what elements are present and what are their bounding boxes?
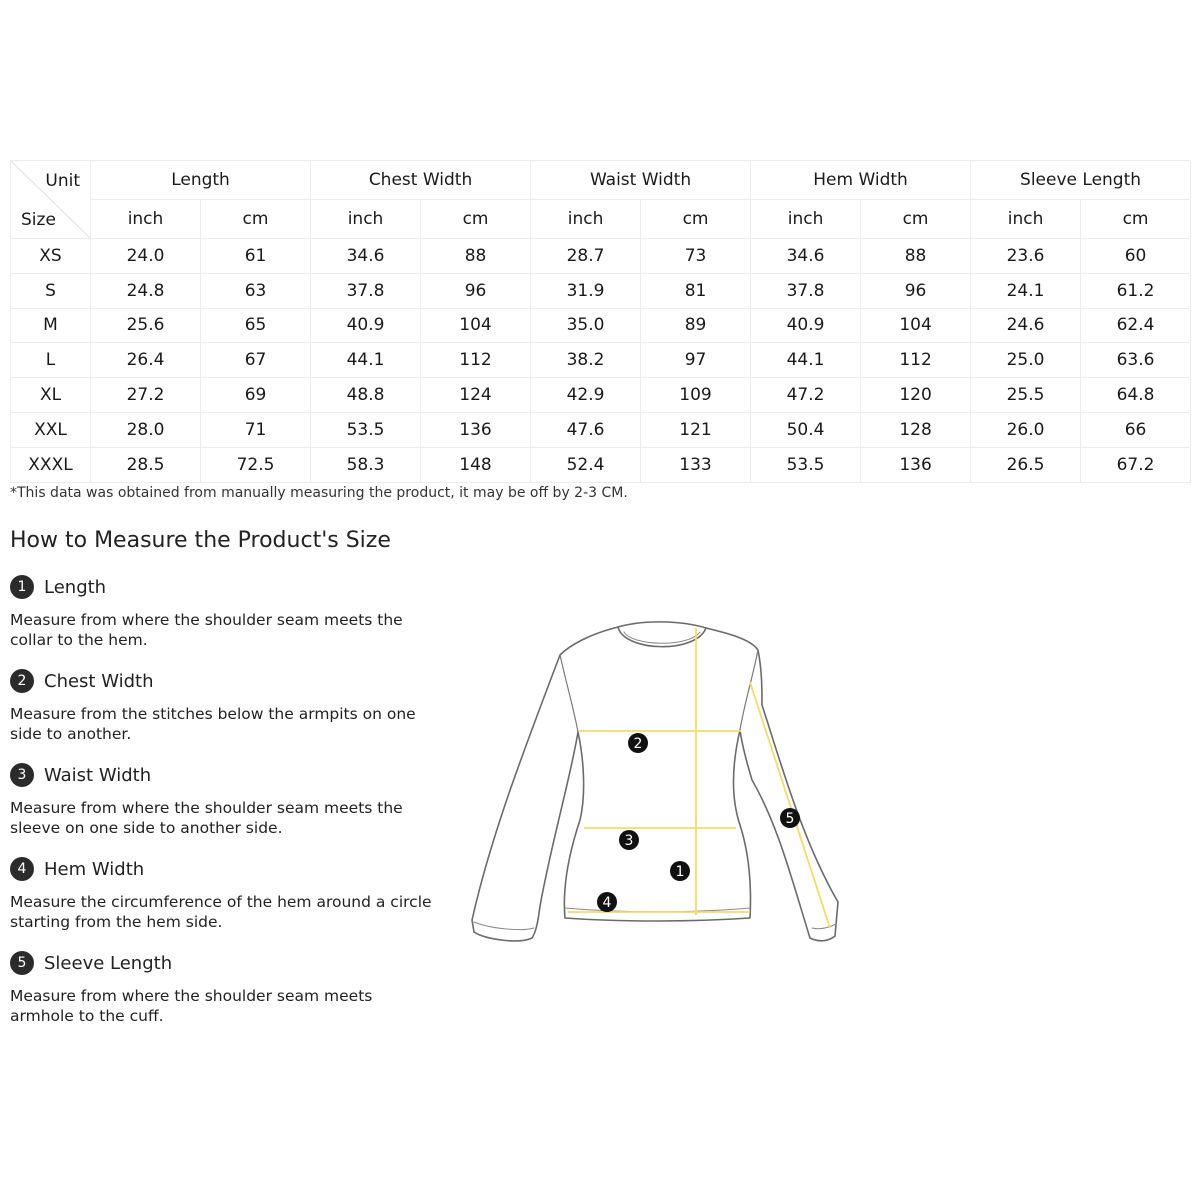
measurement-cell: 25.6 bbox=[91, 308, 201, 343]
measurement-cell: 37.8 bbox=[751, 273, 861, 308]
measurement-cell: 47.2 bbox=[751, 378, 861, 413]
group-header-chest-width: Chest Width bbox=[311, 161, 531, 200]
measurement-cell: 67 bbox=[201, 343, 311, 378]
measurement-cell: 24.0 bbox=[91, 239, 201, 274]
step-number-2-icon: 2 bbox=[10, 669, 34, 693]
step-waist-width bbox=[10, 762, 440, 856]
measurement-cell: 28.0 bbox=[91, 412, 201, 447]
measurement-cell: 124 bbox=[421, 378, 531, 413]
measurement-cell: 136 bbox=[861, 447, 971, 482]
step-number-3-icon: 3 bbox=[10, 763, 34, 787]
right-armhole-seam-icon bbox=[740, 650, 758, 730]
measurement-cell: 88 bbox=[861, 239, 971, 274]
step-number-1-icon: 1 bbox=[10, 575, 34, 599]
measurement-cell: 34.6 bbox=[751, 239, 861, 274]
unit-header-cm: cm bbox=[421, 200, 531, 239]
measurement-cell: 42.9 bbox=[531, 378, 641, 413]
measurement-cell: 112 bbox=[861, 343, 971, 378]
step-length bbox=[10, 574, 440, 668]
unit-header-inch: inch bbox=[91, 200, 201, 239]
size-cell: XL bbox=[11, 378, 91, 413]
measurement-cell: 67.2 bbox=[1081, 447, 1191, 482]
measure-section-title: How to Measure the Product's Size bbox=[10, 528, 391, 553]
sweater-diagram bbox=[460, 610, 860, 950]
measurement-cell: 44.1 bbox=[751, 343, 861, 378]
measurement-cell: 52.4 bbox=[531, 447, 641, 482]
step-description: Measure from where the shoulder seam meets the collar to the hem. bbox=[10, 611, 403, 649]
measurement-cell: 47.6 bbox=[531, 412, 641, 447]
size-cell: XXXL bbox=[11, 447, 91, 482]
step-title: Chest Width bbox=[44, 670, 154, 692]
unit-label: Unit bbox=[45, 171, 80, 191]
measurement-cell: 26.0 bbox=[971, 412, 1081, 447]
measurement-cell: 25.0 bbox=[971, 343, 1081, 378]
unit-header-cm: cm bbox=[201, 200, 311, 239]
group-header-waist-width: Waist Width bbox=[531, 161, 751, 200]
marker-4-icon bbox=[597, 892, 617, 912]
measurement-cell: 109 bbox=[641, 378, 751, 413]
measurement-cell: 128 bbox=[861, 412, 971, 447]
table-row bbox=[11, 447, 1191, 482]
measurement-cell: 24.6 bbox=[971, 308, 1081, 343]
svg-text:4: 4 bbox=[602, 895, 612, 911]
right-cuff-icon bbox=[812, 924, 836, 929]
measurement-cell: 64.8 bbox=[1081, 378, 1191, 413]
measurement-cell: 65 bbox=[201, 308, 311, 343]
measurement-cell: 62.4 bbox=[1081, 308, 1191, 343]
measurement-cell: 133 bbox=[641, 447, 751, 482]
measurement-cell: 44.1 bbox=[311, 343, 421, 378]
measurement-cell: 69 bbox=[201, 378, 311, 413]
measurement-cell: 73 bbox=[641, 239, 751, 274]
measurement-cell: 26.4 bbox=[91, 343, 201, 378]
step-title: Length bbox=[44, 576, 107, 598]
measurement-cell: 71 bbox=[201, 412, 311, 447]
measurement-cell: 50.4 bbox=[751, 412, 861, 447]
measurement-cell: 34.6 bbox=[311, 239, 421, 274]
svg-text:1: 1 bbox=[675, 864, 685, 880]
size-cell: S bbox=[11, 273, 91, 308]
step-chest-width bbox=[10, 668, 440, 762]
step-title: Sleeve Length bbox=[44, 952, 173, 974]
table-row bbox=[11, 239, 1191, 274]
measurement-cell: 121 bbox=[641, 412, 751, 447]
marker-2-icon bbox=[628, 733, 648, 753]
size-cell: XS bbox=[11, 239, 91, 274]
measurement-cell: 63.6 bbox=[1081, 343, 1191, 378]
measurement-cell: 97 bbox=[641, 343, 751, 378]
measurement-cell: 40.9 bbox=[751, 308, 861, 343]
svg-text:3: 3 bbox=[624, 833, 634, 849]
table-group-header-row bbox=[11, 161, 1191, 200]
measurement-cell: 63 bbox=[201, 273, 311, 308]
svg-text:2: 2 bbox=[633, 736, 643, 752]
measurement-cell: 35.0 bbox=[531, 308, 641, 343]
marker-5-icon bbox=[780, 808, 800, 828]
unit-header-inch: inch bbox=[311, 200, 421, 239]
unit-header-cm: cm bbox=[1081, 200, 1191, 239]
table-body bbox=[11, 239, 1191, 483]
measurement-cell: 61 bbox=[201, 239, 311, 274]
measure-steps bbox=[10, 574, 440, 1044]
measurement-cell: 58.3 bbox=[311, 447, 421, 482]
measurement-cell: 81 bbox=[641, 273, 751, 308]
measurement-cell: 37.8 bbox=[311, 273, 421, 308]
marker-1-icon bbox=[670, 861, 690, 881]
measurement-cell: 96 bbox=[421, 273, 531, 308]
left-cuff-icon bbox=[474, 922, 534, 930]
measurement-cell: 104 bbox=[861, 308, 971, 343]
measurement-cell: 40.9 bbox=[311, 308, 421, 343]
measurement-cell: 31.9 bbox=[531, 273, 641, 308]
unit-header-inch: inch bbox=[751, 200, 861, 239]
measurement-cell: 53.5 bbox=[751, 447, 861, 482]
step-number-4-icon: 4 bbox=[10, 857, 34, 881]
unit-header-cm: cm bbox=[861, 200, 971, 239]
step-description: Measure from where the shoulder seam meets armhole to the cuff. bbox=[10, 987, 373, 1025]
group-header-sleeve-length: Sleeve Length bbox=[971, 161, 1191, 200]
measurement-cell: 24.8 bbox=[91, 273, 201, 308]
unit-header-cm: cm bbox=[641, 200, 751, 239]
measurement-cell: 66 bbox=[1081, 412, 1191, 447]
step-description: Measure from where the shoulder seam meets the sleeve on one side to another side. bbox=[10, 799, 403, 837]
svg-text:5: 5 bbox=[785, 811, 795, 827]
left-armhole-seam-icon bbox=[560, 655, 578, 732]
measurement-cell: 28.7 bbox=[531, 239, 641, 274]
unit-header-inch: inch bbox=[971, 200, 1081, 239]
measurement-cell: 136 bbox=[421, 412, 531, 447]
table-row bbox=[11, 412, 1191, 447]
measurement-cell: 61.2 bbox=[1081, 273, 1191, 308]
measurement-cell: 112 bbox=[421, 343, 531, 378]
size-cell: L bbox=[11, 343, 91, 378]
table-row bbox=[11, 343, 1191, 378]
measurement-cell: 148 bbox=[421, 447, 531, 482]
measurement-cell: 120 bbox=[861, 378, 971, 413]
step-sleeve-length bbox=[10, 950, 440, 1044]
group-header-length: Length bbox=[91, 161, 311, 200]
sleeve-guide-line bbox=[750, 682, 830, 928]
measurement-cell: 96 bbox=[861, 273, 971, 308]
measurement-cell: 88 bbox=[421, 239, 531, 274]
measurement-cell: 104 bbox=[421, 308, 531, 343]
measurement-cell: 38.2 bbox=[531, 343, 641, 378]
measurement-cell: 89 bbox=[641, 308, 751, 343]
group-header-hem-width: Hem Width bbox=[751, 161, 971, 200]
size-table bbox=[10, 160, 1191, 483]
measurement-cell: 48.8 bbox=[311, 378, 421, 413]
step-title: Waist Width bbox=[44, 764, 152, 786]
size-label: Size bbox=[21, 210, 56, 230]
table-unit-header-row bbox=[11, 200, 1191, 239]
table-corner-cell bbox=[11, 161, 91, 239]
measurement-cell: 25.5 bbox=[971, 378, 1081, 413]
measurement-note: *This data was obtained from manually measuring the product, it may be off by 2-3 CM. bbox=[10, 485, 628, 501]
table-row bbox=[11, 378, 1191, 413]
step-number-5-icon: 5 bbox=[10, 951, 34, 975]
measurement-cell: 24.1 bbox=[971, 273, 1081, 308]
table-row bbox=[11, 308, 1191, 343]
measurement-cell: 72.5 bbox=[201, 447, 311, 482]
measurement-cell: 27.2 bbox=[91, 378, 201, 413]
step-description: Measure from the stitches below the armpits on one side to another. bbox=[10, 705, 416, 743]
table-row bbox=[11, 273, 1191, 308]
step-title: Hem Width bbox=[44, 858, 145, 880]
marker-3-icon bbox=[619, 830, 639, 850]
size-cell: XXL bbox=[11, 412, 91, 447]
measurement-cell: 23.6 bbox=[971, 239, 1081, 274]
measurement-cell: 28.5 bbox=[91, 447, 201, 482]
step-description: Measure the circumference of the hem around a circle starting from the hem side. bbox=[10, 893, 432, 931]
step-hem-width bbox=[10, 856, 440, 950]
measurement-cell: 60 bbox=[1081, 239, 1191, 274]
measurement-cell: 26.5 bbox=[971, 447, 1081, 482]
unit-header-inch: inch bbox=[531, 200, 641, 239]
size-cell: M bbox=[11, 308, 91, 343]
measurement-cell: 53.5 bbox=[311, 412, 421, 447]
